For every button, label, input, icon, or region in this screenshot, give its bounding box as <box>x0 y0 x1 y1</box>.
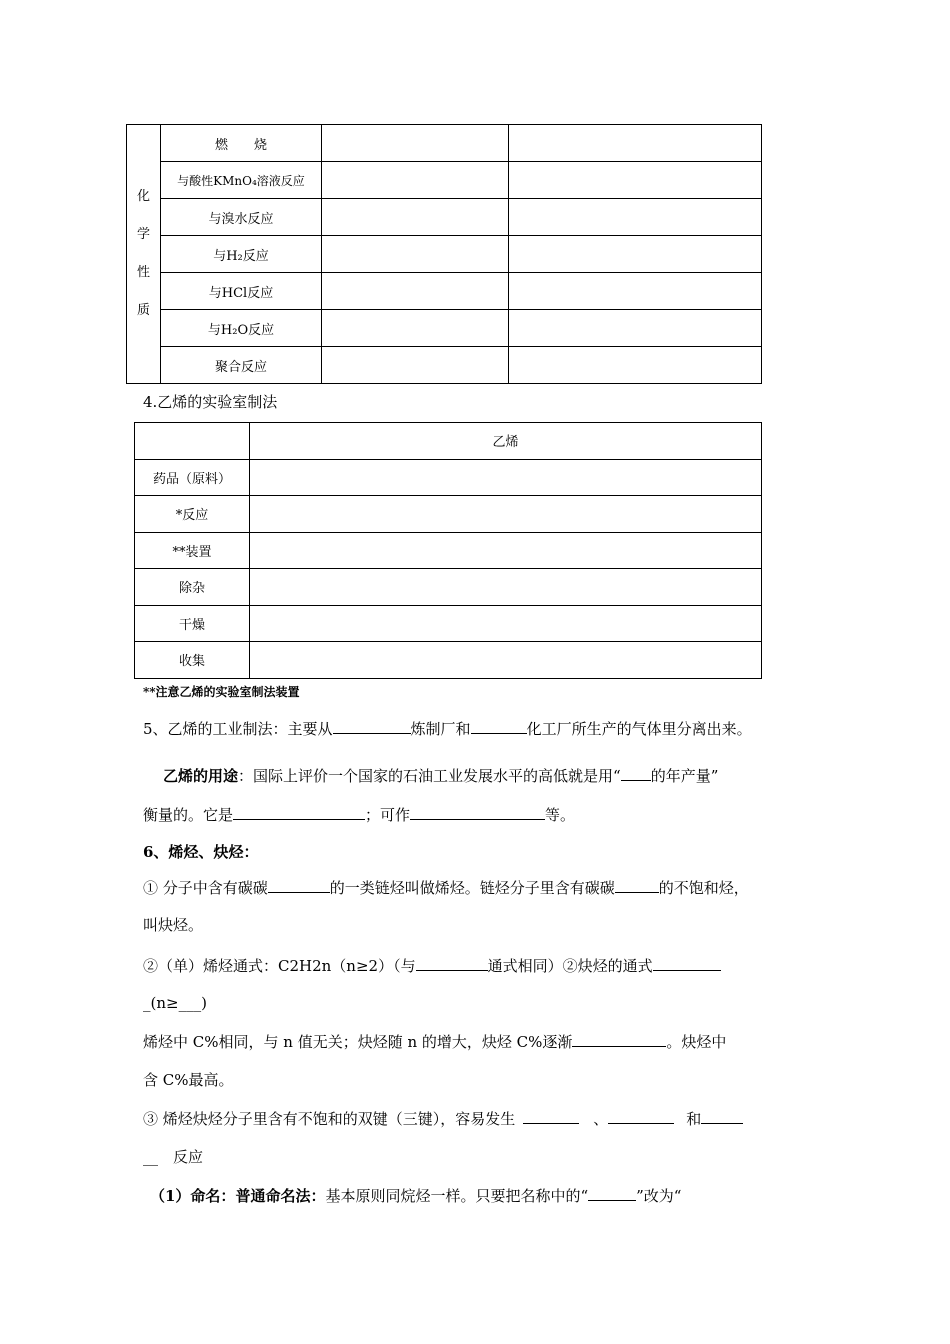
empty-cell[interactable] <box>250 532 762 569</box>
row-label: 药品（原料） <box>135 459 250 496</box>
lab-preparation-table <box>134 422 762 679</box>
row-label: 除杂 <box>135 569 250 606</box>
blank[interactable] <box>471 717 527 734</box>
blank[interactable] <box>588 1184 636 1201</box>
blank[interactable] <box>333 717 411 734</box>
chemical-properties-table <box>126 124 762 384</box>
row-label: 与酸性KMnO₄溶液反应 <box>161 162 322 199</box>
section-6-line-3: ②（单）烯烃通式：C2H2n（n≥2）（与 通式相同）②炔烃的通式 <box>143 954 721 976</box>
section-6-title: 6、烯烃、炔烃： <box>143 843 259 861</box>
row-label: 燃 烧 <box>161 125 322 162</box>
blank[interactable] <box>572 1030 666 1047</box>
blank[interactable] <box>233 803 365 820</box>
empty-cell[interactable] <box>509 199 762 236</box>
section-6-line-7: ③ 烯烃炔烃分子里含有不饱和的双键（三键），容易发生 、 和 <box>143 1107 743 1129</box>
empty-cell[interactable] <box>509 273 762 310</box>
blank[interactable] <box>615 876 659 893</box>
section-6-line-8: __ 反应 <box>143 1148 204 1166</box>
blank[interactable] <box>523 1107 579 1124</box>
row-label: 与H₂O反应 <box>161 310 322 347</box>
empty-cell[interactable] <box>509 310 762 347</box>
empty-cell[interactable] <box>250 496 762 533</box>
row-label: *反应 <box>135 496 250 533</box>
apparatus-note: **注意乙烯的实验室制法装置 <box>143 685 300 699</box>
empty-cell[interactable] <box>509 347 762 384</box>
row-label: 收集 <box>135 642 250 679</box>
empty-cell[interactable] <box>250 605 762 642</box>
empty-cell[interactable] <box>509 236 762 273</box>
section-6-line-6: 含 C%最高。 <box>143 1071 234 1089</box>
section-6-line-9: （1）命名：普通命名法：基本原则同烷烃一样。只要把名称中的“ ”改为“ <box>150 1184 681 1206</box>
row-label: 与HCl反应 <box>161 273 322 310</box>
section-4-title: 4.乙烯的实验室制法 <box>143 393 278 411</box>
empty-cell[interactable] <box>250 459 762 496</box>
empty-cell[interactable] <box>509 125 762 162</box>
empty-cell[interactable] <box>322 310 509 347</box>
row-label: 与H₂反应 <box>161 236 322 273</box>
section-6-line-4: _(n≥___) <box>143 994 207 1012</box>
blank[interactable] <box>416 954 488 971</box>
blank[interactable] <box>621 764 651 781</box>
blank[interactable] <box>608 1107 674 1124</box>
empty-cell[interactable] <box>509 162 762 199</box>
empty-cell[interactable] <box>322 347 509 384</box>
empty-cell[interactable] <box>322 273 509 310</box>
row-label: 聚合反应 <box>161 347 322 384</box>
blank[interactable] <box>701 1107 743 1124</box>
section-6-line-1: ① 分子中含有碳碳 的一类链烃叫做烯烃。链烃分子里含有碳碳 的不饱和烃， <box>143 876 749 898</box>
header-ethylene: 乙烯 <box>250 423 762 460</box>
row-label: **装置 <box>135 532 250 569</box>
row-label: 与溴水反应 <box>161 199 322 236</box>
blank[interactable] <box>410 803 545 820</box>
section-5-line: 5、乙烯的工业制法：主要从 炼制厂和 化工厂所生产的气体里分离出来。 <box>143 717 752 739</box>
blank[interactable] <box>653 954 721 971</box>
section-6-line-5: 烯烃中 C%相同，与 n 值无关；炔烃随 n 的增大，炔烃 C%逐渐 。炔烃中 <box>143 1030 726 1052</box>
ethylene-use-line-1: 乙烯的用途：国际上评价一个国家的石油工业发展水平的高低就是用“ 的年产量” <box>163 764 718 786</box>
empty-cell[interactable] <box>322 162 509 199</box>
empty-cell[interactable] <box>250 569 762 606</box>
empty-cell[interactable] <box>250 642 762 679</box>
header-empty-cell <box>135 423 250 460</box>
empty-cell[interactable] <box>322 125 509 162</box>
blank[interactable] <box>268 876 330 893</box>
empty-cell[interactable] <box>322 199 509 236</box>
ethylene-use-line-2: 衡量的。它是 ；可作 等。 <box>143 803 575 825</box>
group-label-chemical-properties: 化 学 性 质 <box>127 125 161 384</box>
row-label: 干燥 <box>135 605 250 642</box>
section-6-line-2: 叫炔烃。 <box>143 916 204 934</box>
empty-cell[interactable] <box>322 236 509 273</box>
